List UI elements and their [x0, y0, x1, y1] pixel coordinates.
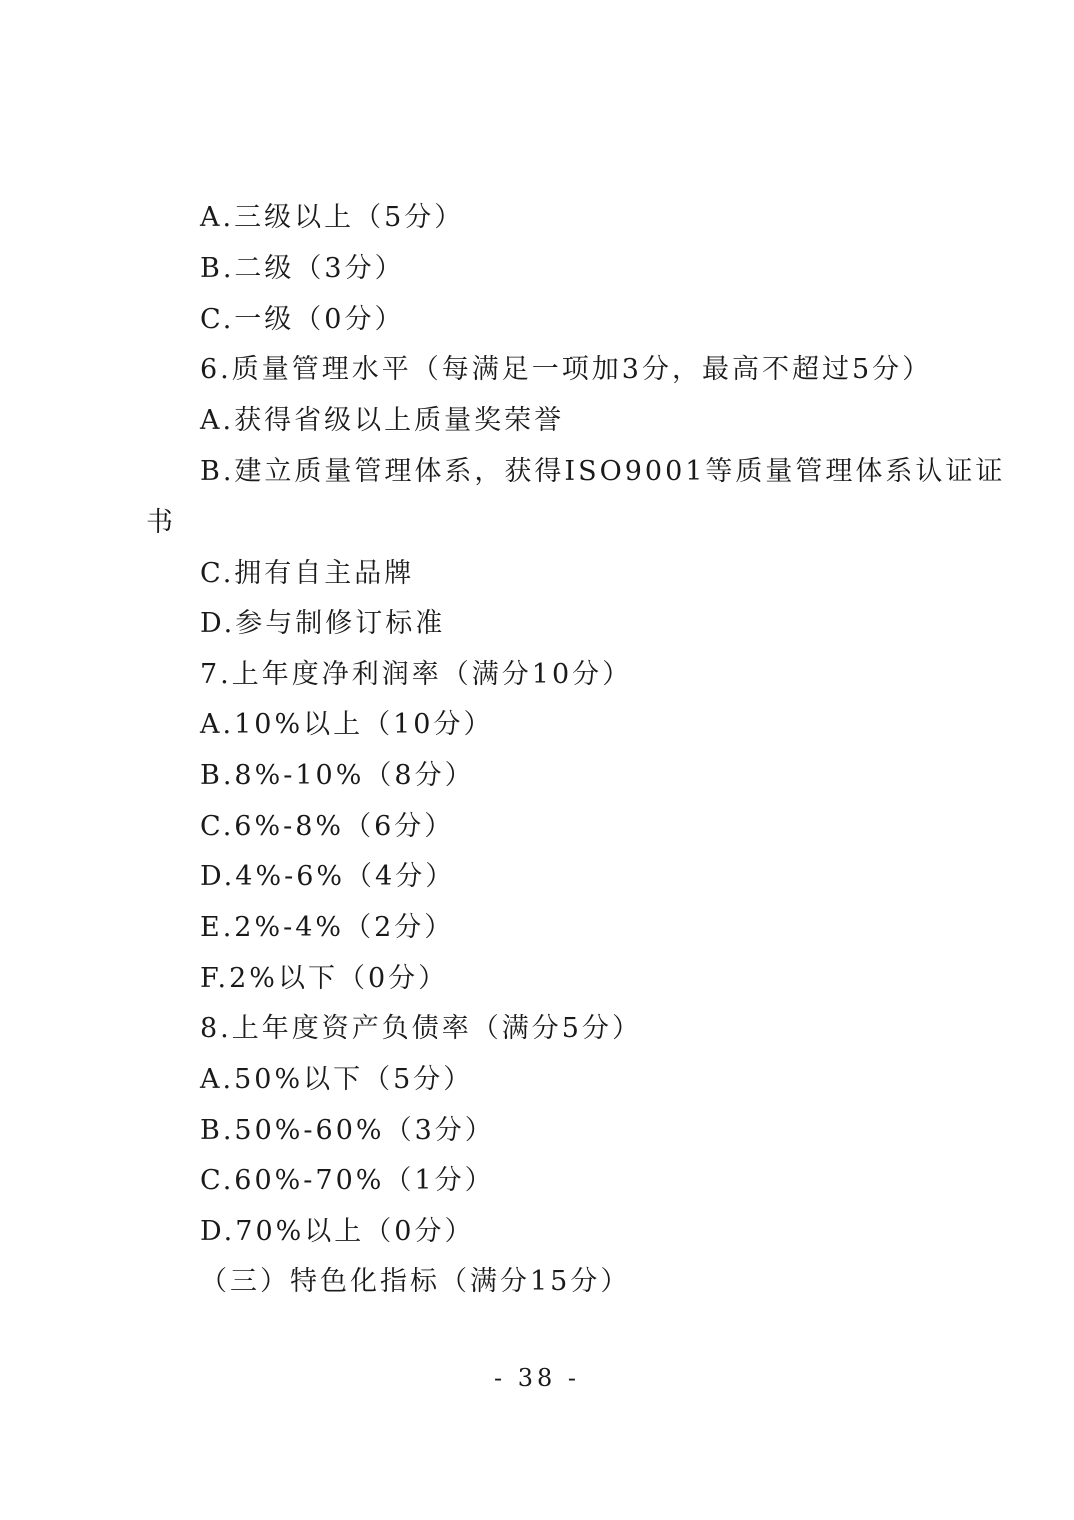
item-8-option-b: B.50%-60%（3分）: [200, 1115, 495, 1146]
item-6-option-d: D.参与制修订标准: [200, 608, 446, 639]
item-6-option-a: A.获得省级以上质量奖荣誉: [200, 405, 565, 436]
item-8-option-c: C.60%-70%（1分）: [200, 1165, 495, 1196]
item-7-option-a: A.10%以上（10分）: [200, 709, 494, 740]
item-8-option-d: D.70%以上（0分）: [200, 1216, 475, 1247]
option-level-1: C.一级（0分）: [200, 304, 405, 335]
item-7-heading: 7.上年度净利润率（满分10分）: [200, 659, 633, 690]
item-7-option-e: E.2%-4%（2分）: [200, 912, 455, 943]
item-8-option-a: A.50%以下（5分）: [200, 1064, 474, 1095]
item-6-option-b: B.建立质量管理体系，获得ISO9001等质量管理体系认证证: [200, 456, 1006, 487]
item-7-option-c: C.6%-8%（6分）: [200, 811, 455, 842]
page-number: - 38 -: [493, 1364, 580, 1392]
item-6-option-b-continuation: 书: [146, 507, 176, 538]
item-7-option-b: B.8%-10%（8分）: [200, 760, 475, 791]
item-8-heading: 8.上年度资产负债率（满分5分）: [200, 1013, 642, 1044]
item-6-option-c: C.拥有自主品牌: [200, 558, 415, 589]
item-7-option-f: F.2%以下（0分）: [200, 963, 449, 994]
item-6-heading: 6.质量管理水平（每满足一项加3分，最高不超过5分）: [200, 354, 933, 385]
option-level-3-plus: A.三级以上（5分）: [200, 202, 465, 233]
option-level-2: B.二级（3分）: [200, 253, 405, 284]
section-3-heading: （三）特色化指标（满分15分）: [200, 1266, 631, 1297]
item-7-option-d: D.4%-6%（4分）: [200, 861, 456, 892]
